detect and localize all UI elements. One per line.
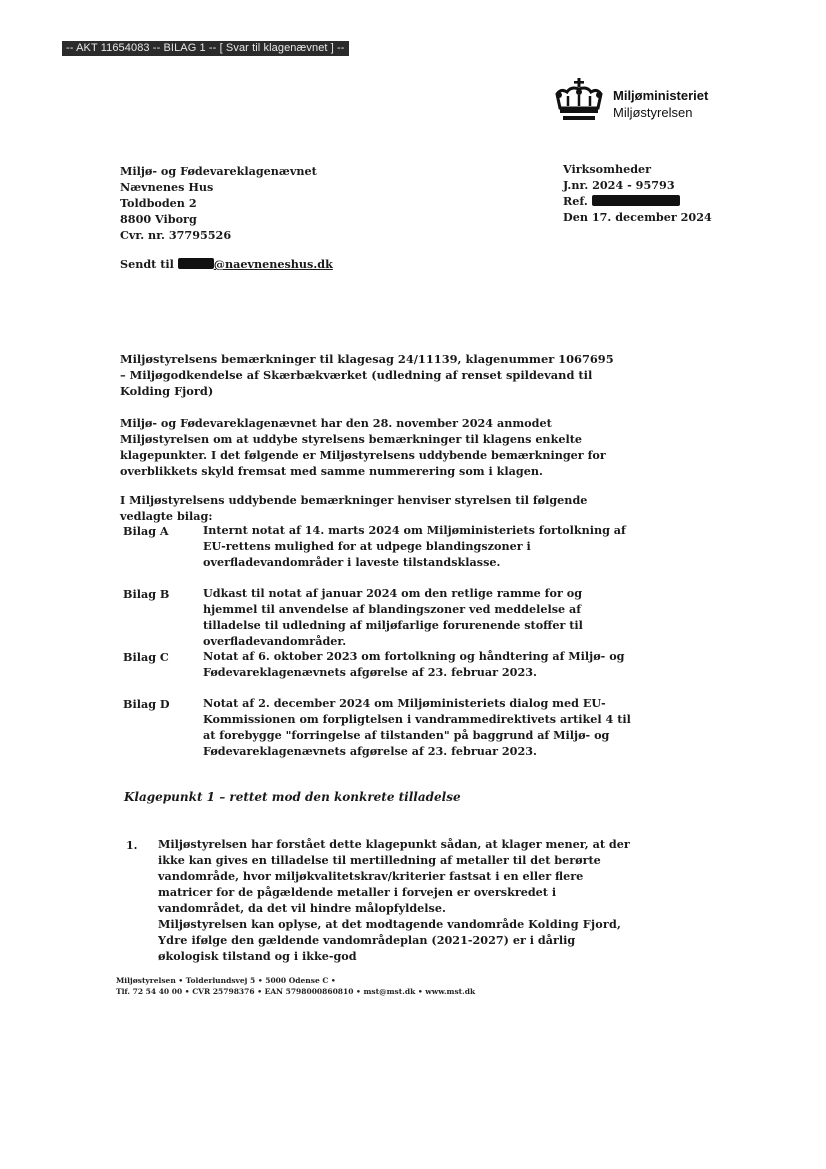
document-title: Miljøstyrelsens bemærkninger til klagesag 24/11139, klagenummer 1067695 – Miljøgodkendelse af Skærbækværket (udledning af renset spildevand til Kolding Fjord) [120,352,614,398]
page-footer [116,975,475,997]
bilag-label: Bilag C [123,650,169,664]
bilag-text: Internt notat af 14. marts 2024 om Miljøministeriets fortolkning af EU-rettens mulighed for at udpege blandingszoner i overfladevandområder i laveste tilstandsklasse. [203,523,626,569]
address-line: Cvr. nr. 37795526 [120,228,232,242]
water-body-name: Kolding Fjord, Ydre [158,917,622,947]
redaction-bar [178,258,214,269]
journal-number: J.nr. 2024 - 95793 [563,178,675,192]
crown-icon [551,78,607,124]
address-line: Toldboden 2 [120,196,197,210]
bilag-text: Notat af 2. december 2024 om Miljøministeriets dialog med EU-Kommissionen om forpligtelsen i vandrammedirektivets artikel 4 til at forebygge "forringelse af tilstanden" på baggrund af Miljø- og Fødevareklagenævnets afgørelse af 23. februar 2023. [203,696,631,758]
bilag-text: Notat af 6. oktober 2023 om fortolkning og håndtering af Miljø- og Fødevareklagenævnets afgørelse af 23. februar 2023. [203,649,625,679]
address-line: 8800 Viborg [120,212,197,226]
bilag-intro: I Miljøstyrelsens uddybende bemærkninger henviser styrelsen til følgende vedlagte bilag: [120,493,588,523]
reference-label: Ref. [563,194,588,208]
intro-paragraph: Miljø- og Fødevareklagenævnet har den 28. november 2024 anmodet Miljøstyrelsen om at uddybe styrelsens bemærkninger til klagens enkelte klagepunkter. I det følgende er Miljøstyrelsens uddybende bemærkninger for overblikkets skyld fremsat med samme nummerering som i klagen. [120,416,606,478]
item-number: 1. [126,839,138,852]
item-text-post: ifølge den gældende vandområdeplan (2021-2027) er i dårlig økologisk tilstand og i ikke-god [158,933,576,963]
address-line: Miljø- og Fødevareklagenævnet [120,164,317,178]
email-link[interactable]: @naevneneshus.dk [213,257,333,271]
redaction-bar [592,195,680,206]
bilag-label: Bilag A [123,524,169,538]
item-paragraph: Miljøstyrelsen har forstået dette klagepunkt sådan, at klager mener, at der ikke kan gives en tilladelse til mertilledning af metaller til det berørte vandområde, hvor miljøkvalitetskrav/kriterier fastsat i en eller flere matricer for de pågældende metaller i forvejen er overskredet i vandområdet, da det vil hindre målopfyldelse. [158,837,630,915]
item-text-pre: Miljøstyrelsen kan oplyse, at det modtagende vandområde [158,917,529,931]
letter-date: Den 17. december 2024 [563,210,712,224]
agency-name: Miljøstyrelsen [613,105,693,120]
sent-to [120,257,333,271]
address-line: Nævnenes Hus [120,180,214,194]
ministry-name: Miljøministeriet [613,88,709,103]
department: Virksomheder [563,162,652,176]
footer-line: Miljøstyrelsen • Tolderlundsvej 5 • 5000 Odense C • [116,976,336,985]
section-heading: Klagepunkt 1 – rettet mod den konkrete tilladelse [124,790,461,804]
letter-meta [563,161,712,225]
bilag-text: Udkast til notat af januar 2024 om den retlige ramme for og hjemmel til anvendelse af blandingszoner ved meddelelse af tilladelse til udledning af miljøfarlige forurenende stoffer til overfladevandområder. [203,586,583,648]
bilag-label: Bilag D [123,697,170,711]
ministry-logo [551,78,721,124]
document-stamp: -- AKT 11654083 -- BILAG 1 -- [ Svar til klagenævnet ] -- [62,41,349,56]
sent-prefix: Sendt til [120,257,174,271]
bilag-label: Bilag B [123,587,170,601]
reference [563,193,712,209]
item-paragraph-continued [158,916,638,964]
recipient-address [120,163,317,243]
footer-line: Tlf. 72 54 40 00 • CVR 25798376 • EAN 5798000860810 • mst@mst.dk • www.mst.dk [116,987,476,996]
